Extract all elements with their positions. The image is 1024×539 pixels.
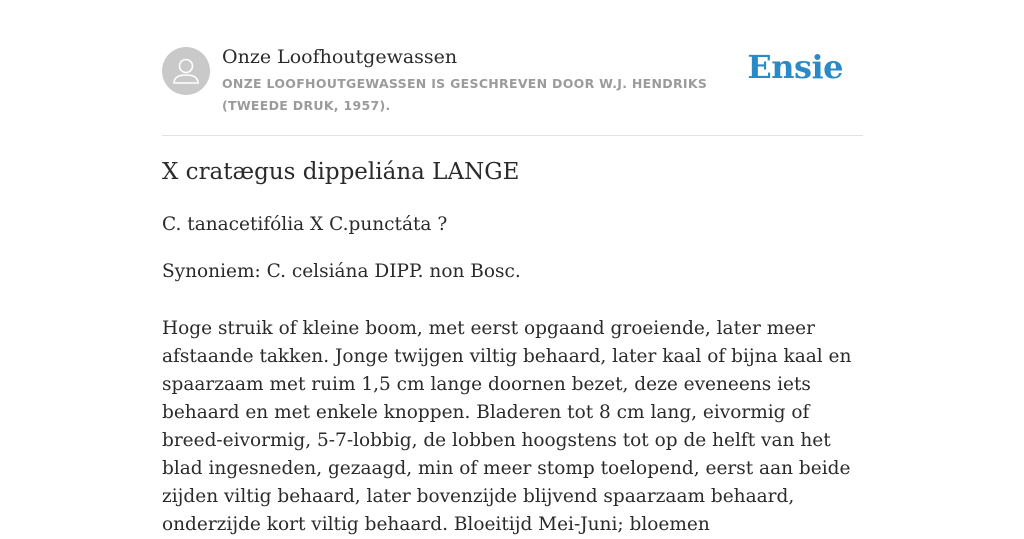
source-description: ONZE LOOFHOUTGEWASSEN IS GESCHREVEN DOOR W.J. HENDRIKS (TWEEDE DRUK, 1957). [222, 76, 708, 113]
source-header [162, 46, 862, 136]
entry-synonym: Synoniem: C. celsiána DIPP. non Bosc. [162, 261, 521, 282]
user-avatar-icon [162, 47, 210, 95]
entry-description: Hoge struik of kleine boom, met eerst opgaand groeiende, later meer afstaande takken. Jonge twijgen viltig behaard, later kaal of bijna kaal en spaarzaam met ruim 1,5 cm lange doornen bezet, deze eveneens iets behaard en met enkele knoppen. Bladeren tot 8 cm lang, eivormig of breed-eivormig, 5-7-lobbig, de lobben hoogstens tot op de helft van het blad ingesneden, gezaagd, min of meer stomp toelopend, eerst aan beide zijden viltig behaard, later bovenzijde blijvend spaarzaam behaard, onderzijde kort viltig behaard. Bloeitijd Mei-Juni; bloemen [162, 318, 852, 535]
source-title[interactable]: Onze Loofhoutgewassen [222, 46, 458, 68]
entry-headword: X cratægus dippeliána LANGE [162, 159, 520, 185]
header-divider [162, 135, 863, 136]
brand-logo[interactable]: Ensie [747, 48, 843, 86]
entry-parentage: C. tanacetifólia X C.punctáta ? [162, 214, 448, 235]
